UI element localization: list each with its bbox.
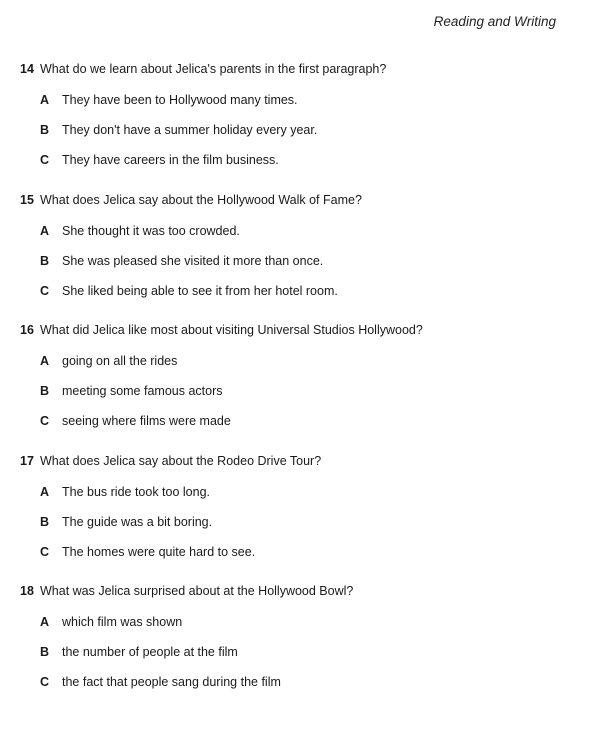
option-letter: C [40,153,50,167]
option-letter: A [40,354,50,368]
option-letter: B [40,515,50,529]
option-a[interactable] [40,613,580,631]
question-14 [20,60,580,169]
question-18 [20,582,580,691]
option-text: The homes were quite hard to see. [62,545,256,559]
option-text: They have careers in the film business. [62,153,279,167]
option-letter: B [40,123,50,137]
question-16 [20,321,580,430]
option-b[interactable] [40,513,580,531]
question-number: 14 [20,62,34,76]
option-b[interactable] [40,382,580,400]
option-text: She was pleased she visited it more than once. [62,254,324,268]
option-letter: A [40,485,50,499]
option-b[interactable] [40,643,580,661]
option-letter: B [40,384,50,398]
option-text: The guide was a bit boring. [62,515,213,529]
option-letter: C [40,545,50,559]
question-number: 18 [20,584,34,598]
option-b[interactable] [40,252,580,270]
option-text: the number of people at the film [62,645,238,659]
question-number: 17 [20,454,34,468]
question-stem [20,582,580,600]
question-stem [20,191,580,209]
option-letter: A [40,615,50,629]
option-text: The bus ride took too long. [62,485,211,499]
option-a[interactable] [40,483,580,501]
question-stem [20,60,580,78]
option-text: seeing where films were made [62,414,231,428]
question-15 [20,191,580,300]
option-letter: A [40,224,50,238]
option-c[interactable] [40,282,580,300]
question-text: What does Jelica say about the Rodeo Drive Tour? [40,454,322,468]
option-text: She liked being able to see it from her hotel room. [62,284,338,298]
option-letter: C [40,284,50,298]
option-c[interactable] [40,151,580,169]
option-a[interactable] [40,352,580,370]
option-c[interactable] [40,673,580,691]
option-text: They don't have a summer holiday every year. [62,123,318,137]
option-text: They have been to Hollywood many times. [62,93,298,107]
section-header: Reading and Writing [433,14,556,29]
option-letter: A [40,93,50,107]
option-c[interactable] [40,543,580,561]
question-stem [20,321,580,339]
question-text: What was Jelica surprised about at the Hollywood Bowl? [40,584,354,598]
question-text: What do we learn about Jelica's parents in the first paragraph? [40,62,387,76]
option-letter: C [40,414,50,428]
option-text: going on all the rides [62,354,178,368]
option-a[interactable] [40,91,580,109]
option-letter: C [40,675,50,689]
question-stem [20,452,580,470]
option-letter: B [40,645,50,659]
option-b[interactable] [40,121,580,139]
question-number: 15 [20,193,34,207]
option-text: She thought it was too crowded. [62,224,240,238]
option-c[interactable] [40,412,580,430]
question-number: 16 [20,323,34,337]
question-text: What did Jelica like most about visiting Universal Studios Hollywood? [40,323,423,337]
option-text: meeting some famous actors [62,384,223,398]
option-text: the fact that people sang during the film [62,675,281,689]
question-17 [20,452,580,561]
option-text: which film was shown [62,615,183,629]
option-a[interactable] [40,222,580,240]
option-letter: B [40,254,50,268]
question-text: What does Jelica say about the Hollywood Walk of Fame? [40,193,362,207]
